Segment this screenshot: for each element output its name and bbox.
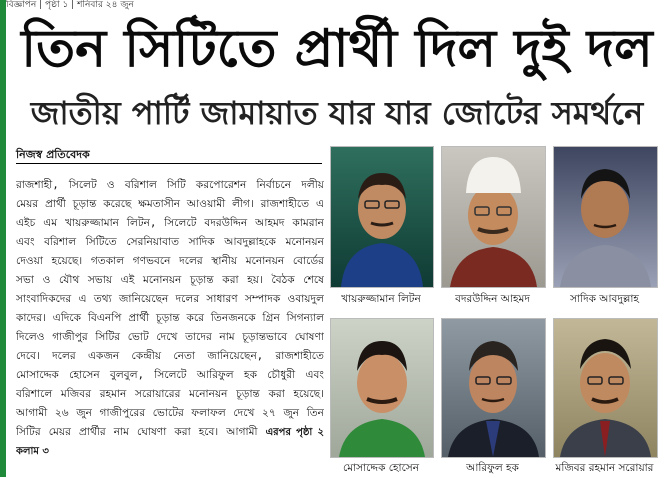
continuation-note: এরপর পৃষ্ঠা ২ কলাম ৩ [16, 427, 324, 457]
portrait-photo-icon [554, 319, 657, 457]
photo-caption: আরিফুল হক [466, 462, 519, 474]
photo-caption: সাদিক আবদুল্লাহ [570, 293, 639, 305]
article-text: রাজশাহী, সিলেট ও বরিশাল সিটি করপোরেশন নির্বাচনে দলীয় মেয়র প্রার্থী চূড়ান্ত করেছে ক্ষমতাসীন আওয়ামী লীগ। রাজশাহীতে এ এইচ এম খায়রুজ্জামান লিটন, সিলেটে বদরউদ্দিন আহমদ কামরান এবং বরিশাল সিটিতে সেরনিয়াবাত সাদিক আবদুল্লাহকে মনোনয়ন দেওয়া হয়েছে। গতকাল গণভবনে দলের স্থানীয় মনোনয়ন বোর্ডের সভা ও যৌথ সভায় এই মনোনয়ন চূড়ান্ত করা হয়। বৈঠক শেষে সাংবাদিকদের এ তথ্য জানিয়েছেন দলের সাধারণ সম্পাদক ওবায়দুল কাদের। এদিকে বিএনপি প্রার্থী চূড়ান্ত করে তিনজনকে গ্রিন সিগন্যাল দিলেও গাজীপুর সিটির ভোট দেখে তাদের নাম চূড়ান্তভাবে ঘোষণা দেবে। দলের একজন কেন্দ্রীয় নেতা জানিয়েছেন, রাজশাহীতে মোসাদ্দেক হোসেন বুলবুল, সিলেটে আরিফুল হক চৌধুরী এবং বরিশালে মজিবর রহমান সরোয়ারের মনোনয়ন চূড়ান্ত করা হয়েছে। আগামী ২৬ জুন গাজীপুরের ভোটের ফলাফল দেখে ২৭ জুন তিন সিটির মেয়র প্রার্থীর নাম ঘোষণা করা হবে। আগামী [16, 179, 324, 438]
byline: নিজস্ব প্রতিবেদক [16, 148, 90, 161]
photo-sarwar [553, 318, 658, 458]
portrait-photo-icon [331, 147, 433, 287]
photo-mosaddek [330, 318, 434, 458]
photo-caption: খায়রুজ্জামান লিটন [341, 293, 421, 305]
photo-kamran [441, 146, 546, 288]
portrait-photo-icon [554, 147, 657, 287]
portrait-photo-icon [331, 319, 433, 457]
photo-ariful [441, 318, 546, 458]
top-strip: বিজ্ঞাপন | পৃষ্ঠা ১ | শনিবার ২৪ জুন [6, 0, 134, 10]
photo-caption: মজিবর রহমান সরোয়ার [555, 462, 654, 474]
article-body [16, 176, 324, 474]
page-edge-stripe [0, 0, 6, 477]
portrait-photo-icon [442, 319, 545, 457]
photo-caption: মোসাদ্দেক হোসেন [342, 462, 420, 474]
byline-divider [16, 163, 322, 164]
photo-caption: বদরউদ্দিন আহমদ [455, 293, 530, 305]
photo-litton [330, 146, 434, 288]
portrait-photo-icon [442, 147, 545, 287]
photo-sadik [553, 146, 658, 288]
subheadline: জাতীয় পার্টি জামায়াত যার যার জোটের সমর্থনে [30, 94, 644, 132]
headline: তিন সিটিতে প্রার্থী দিল দুই দল [21, 19, 653, 79]
